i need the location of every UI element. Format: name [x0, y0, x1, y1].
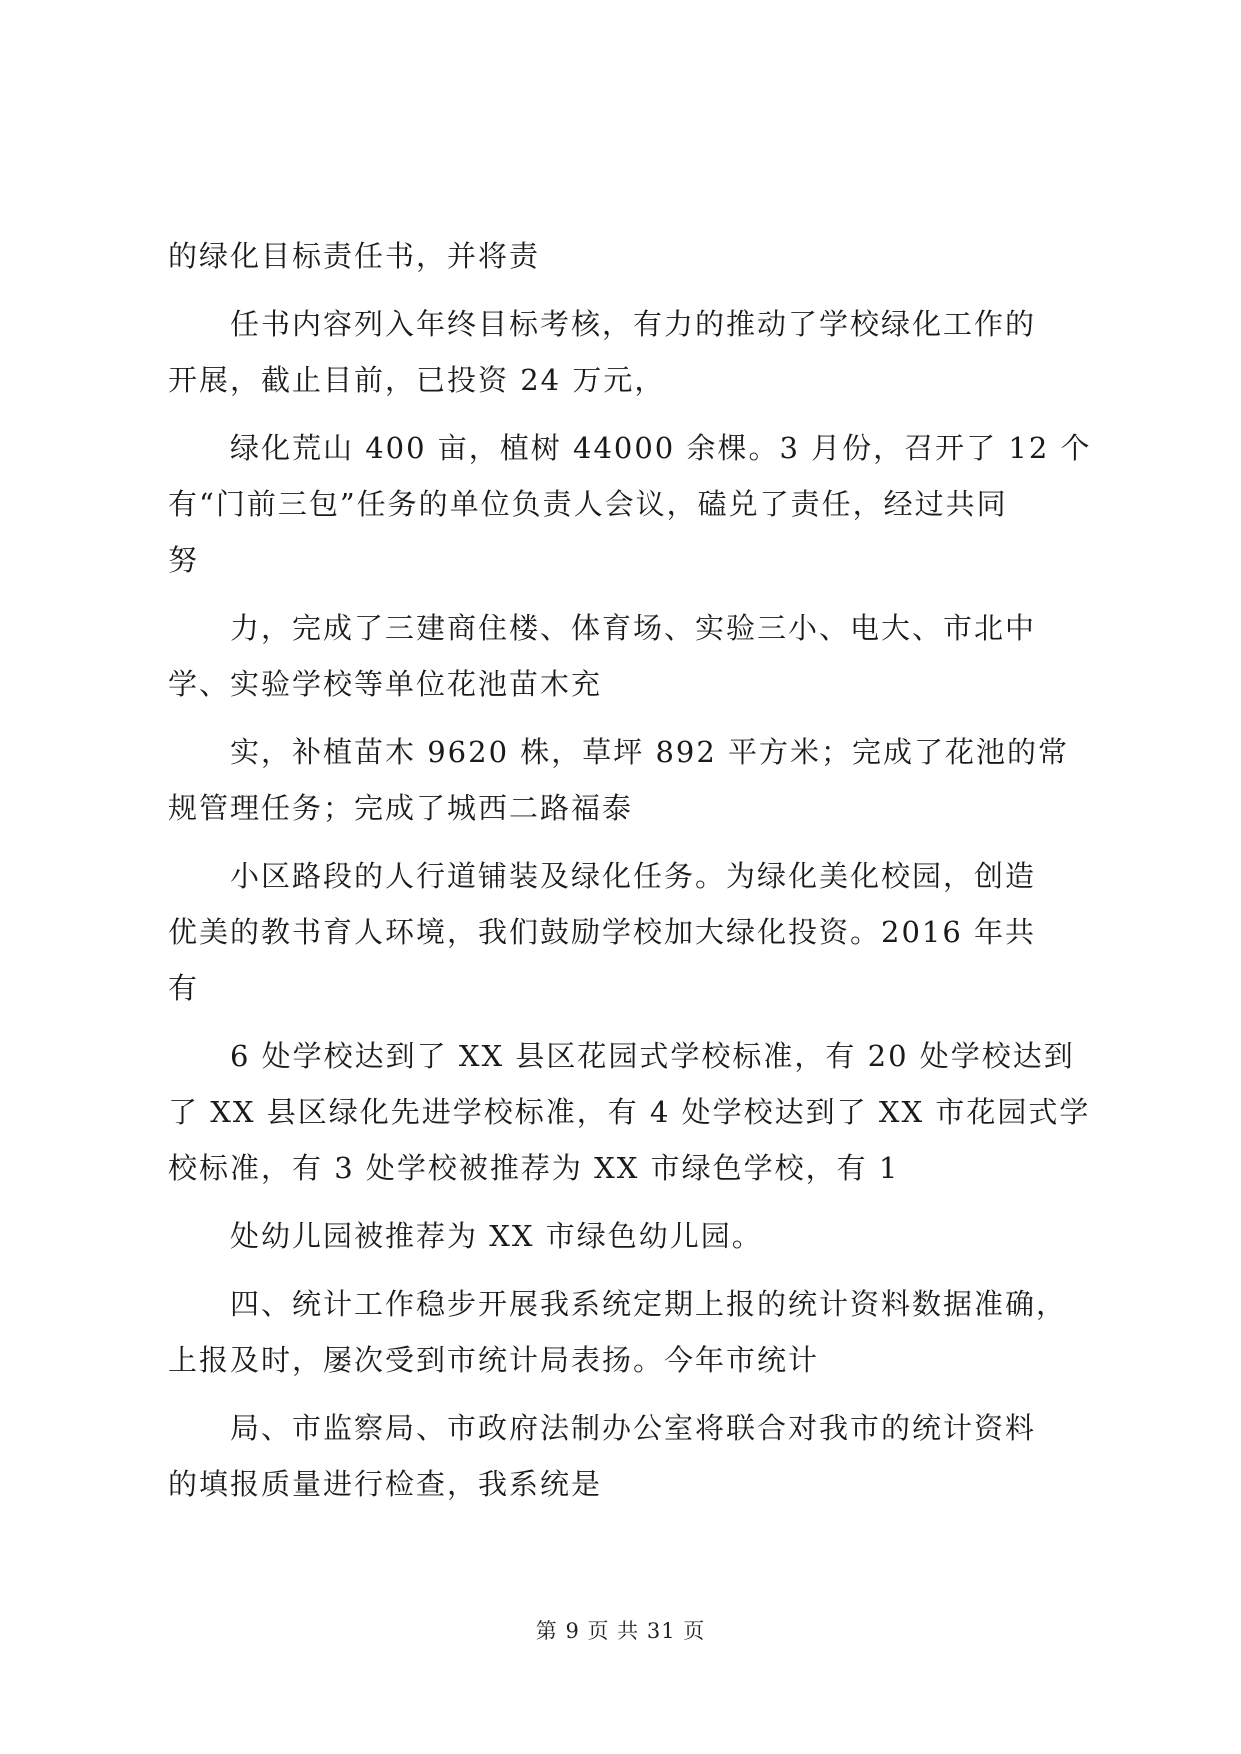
text-line: 实，补植苗木 9620 株，草坪 892 平方米；完成了花池的常 [230, 735, 1070, 769]
body-text [168, 228, 1092, 1512]
text-line: 小区路段的人行道铺装及绿化任务。为绿化美化校园，创造 [230, 859, 1037, 893]
text-line: 6 处学校达到了 XX 县区花园式学校标准，有 20 处学校达到 [230, 1039, 1075, 1073]
text-line: 绿化荒山 400 亩，植树 44000 余棵。3 月份，召开了 12 个 [230, 431, 1092, 465]
text-line: 了 XX 县区绿化先进学校标准，有 4 处学校达到了 XX 市花园式学 [168, 1095, 1091, 1129]
text-line: 四、统计工作稳步开展我系统定期上报的统计资料数据准确， [230, 1287, 1068, 1321]
text-line: 有 [168, 971, 200, 1005]
text-line: 的绿化目标责任书，并将责 [168, 239, 541, 273]
text-line: 局、市监察局、市政府法制办公室将联合对我市的统计资料 [230, 1411, 1037, 1445]
text-line: 校标准，有 3 处学校被推荐为 XX 市绿色学校，有 1 [168, 1151, 900, 1185]
text-line: 优美的教书育人环境，我们鼓励学校加大绿化投资。2016 年共 [168, 915, 1037, 949]
text-line: 的填报质量进行检查，我系统是 [168, 1467, 603, 1501]
text-line: 处幼儿园被推荐为 XX 市绿色幼儿园。 [230, 1219, 763, 1253]
text-line: 学、实验学校等单位花池苗木充 [168, 667, 603, 701]
text-line: 力，完成了三建商住楼、体育场、实验三小、电大、市北中 [230, 611, 1037, 645]
text-line: 上报及时，屡次受到市统计局表扬。今年市统计 [168, 1343, 820, 1377]
page-number-footer: 第 9 页 共 31 页 [535, 1619, 706, 1643]
text-line: 努 [168, 543, 200, 577]
text-line: 开展，截止目前，已投资 24 万元， [168, 363, 666, 397]
text-line: 有“门前三包”任务的单位负责人会议，磕兑了责任，经过共同 [168, 487, 1008, 521]
text-line: 规管理任务；完成了城西二路福泰 [168, 791, 634, 825]
text-line: 任书内容列入年终目标考核，有力的推动了学校绿化工作的 [230, 307, 1037, 341]
